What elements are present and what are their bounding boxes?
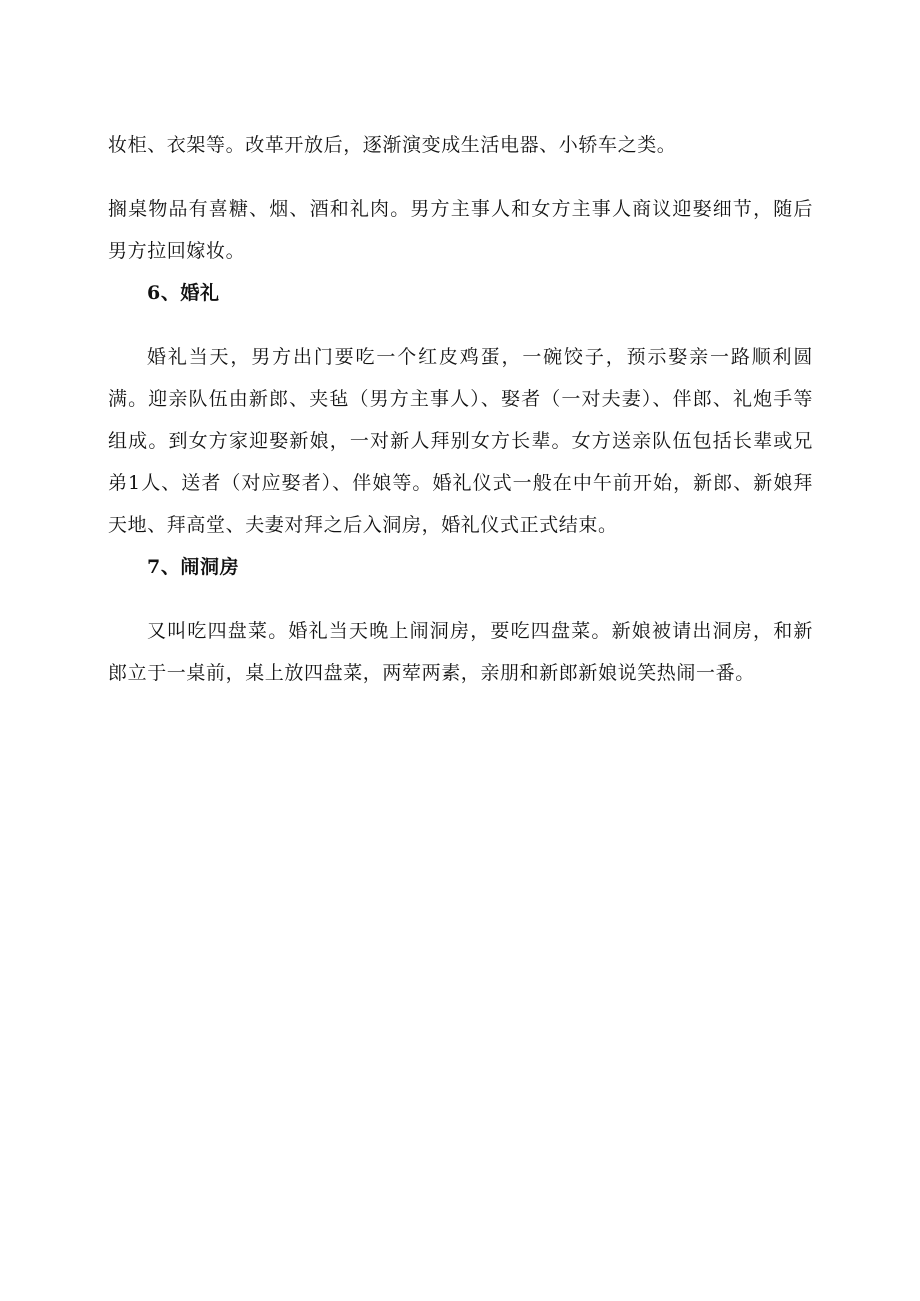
paragraph-four-dishes: 又叫吃四盘菜。婚礼当天晚上闹洞房，要吃四盘菜。新娘被请出洞房，和新郎立于一桌前，桌上放四盘菜，两荤两素，亲朋和新郎新娘说笑热闹一番。 bbox=[108, 620, 813, 684]
paragraph-dowry-items: 妆柜、衣架等。改革开放后，逐渐演变成生活电器、小轿车之类。 bbox=[108, 134, 677, 156]
section-title: 、婚礼 bbox=[160, 282, 220, 304]
section-heading-bridal-chamber bbox=[108, 546, 813, 588]
section-title: 、闹洞房 bbox=[160, 556, 240, 578]
section-number: 7 bbox=[147, 556, 161, 578]
document-body bbox=[108, 124, 813, 694]
paragraph-table-items: 搁桌物品有喜糖、烟、酒和礼肉。男方主事人和女方主事人商议迎娶细节，随后男方拉回嫁妆。 bbox=[108, 198, 813, 262]
section-number: 6 bbox=[147, 282, 161, 304]
section-heading-wedding bbox=[108, 272, 813, 314]
paragraph-wedding-day: 婚礼当天，男方出门要吃一个红皮鸡蛋，一碗饺子，预示娶亲一路顺利圆满。迎亲队伍由新郎、夹毡（男方主事人）、娶者（一对夫妻）、伴郎、礼炮手等组成。到女方家迎娶新娘，一对新人拜别女方长辈。女方送亲队伍包括长辈或兄弟1人、送者（对应娶者）、伴娘等。婚礼仪式一般在中午前开始，新郎、新娘拜天地、拜高堂、夫妻对拜之后入洞房，婚礼仪式正式结束。 bbox=[108, 346, 813, 536]
